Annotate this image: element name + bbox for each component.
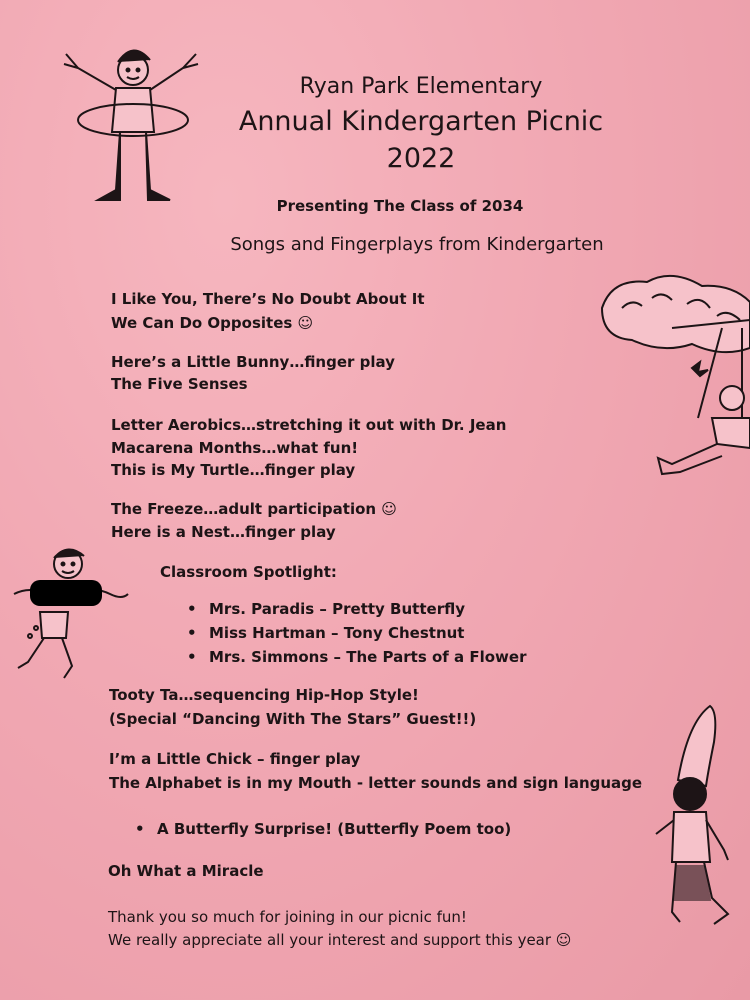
program-item: The Freeze…adult participation ☺ <box>111 500 397 518</box>
program-item: Letter Aerobics…stretching it out with Dr. Jean <box>111 416 507 434</box>
hula-hoop-kid-icon <box>58 40 203 212</box>
event-year: 2022 <box>386 143 456 174</box>
program-item: Tooty Ta…sequencing Hip-Hop Style! <box>109 686 419 704</box>
presenting-line: Presenting The Class of 2034 <box>276 197 524 215</box>
finale-item: Oh What a Miracle <box>108 862 264 880</box>
tree-swing-kid-icon <box>592 268 750 500</box>
program-item: Here is a Nest…finger play <box>111 523 336 541</box>
program-item: We Can Do Opposites ☺ <box>111 314 314 332</box>
songs-heading: Songs and Fingerplays from Kindergarten <box>230 234 604 255</box>
school-name: Ryan Park Elementary <box>299 74 543 99</box>
program-item: I’m a Little Chick – finger play <box>109 750 361 768</box>
swimming-kid-icon <box>10 542 130 682</box>
program-item: I Like You, There’s No Doubt About It <box>111 290 425 308</box>
butterfly-surprise: • A Butterfly Surprise! (Butterfly Poem too) <box>157 820 511 838</box>
program-item: Macarena Months…what fun! <box>111 439 359 457</box>
thanks-line: We really appreciate all your interest and support this year ☺ <box>108 931 572 949</box>
program-item: The Alphabet is in my Mouth - letter sounds and sign language <box>109 774 643 792</box>
thanks-line: Thank you so much for joining in our picnic fun! <box>108 908 467 926</box>
spotlight-item: • Mrs. Simmons – The Parts of a Flower <box>209 648 527 666</box>
program-item: This is My Turtle…finger play <box>111 461 356 479</box>
tall-hat-kid-icon <box>648 702 734 938</box>
redaction-bar <box>30 580 102 606</box>
program-item: The Five Senses <box>111 375 248 393</box>
program-item: Here’s a Little Bunny…finger play <box>111 353 395 371</box>
spotlight-item: • Miss Hartman – Tony Chestnut <box>209 624 464 642</box>
spotlight-item: • Mrs. Paradis – Pretty Butterfly <box>209 600 465 618</box>
program-item: (Special “Dancing With The Stars” Guest!!) <box>109 710 477 728</box>
event-title: Annual Kindergarten Picnic <box>238 106 604 137</box>
spotlight-heading: Classroom Spotlight: <box>160 563 337 581</box>
